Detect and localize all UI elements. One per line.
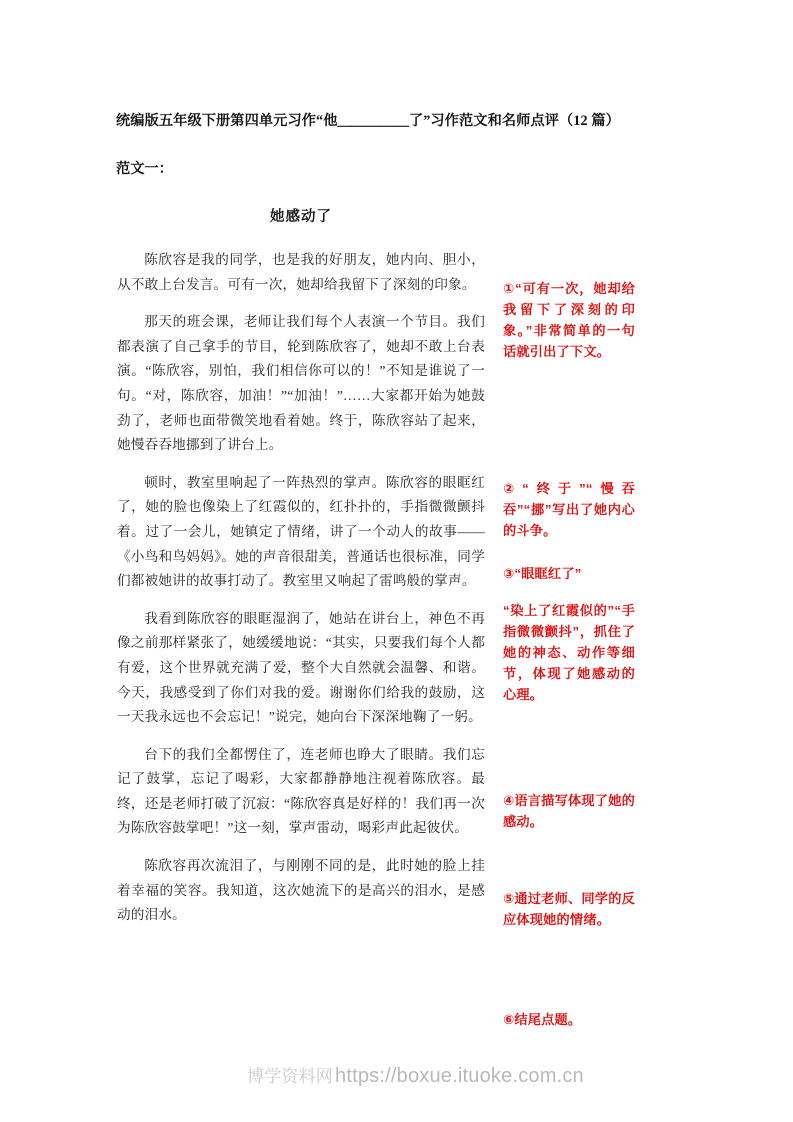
annotation-note-4: ④语言描写体现了她的感动。 [503,793,635,829]
annotation-note-3-head: ③“眼眶红了” [503,566,582,581]
annotation-note-1: ①“可有一次，她却给我留下了深刻的印象。”非常简单的一句话就引出了下文。 [503,281,635,359]
watermark [247,1063,584,1090]
essay-paragraph: 我看到陈欣容的眼眶湿润了，她站在讲台上，神色不再像之前那样紧张了，她缓缓地说：“其实，只要我们每个人都有爱，这个世界就充满了爱，整个大自然就会温馨、和谐。今天，我感受到了你们对我的爱。谢谢你们给我的鼓励，这一天我永远也不会忘记！”说完，她向台下深深地鞠了一躬。 [117,610,485,725]
essay-paragraph: 陈欣容是我的同学，也是我的好朋友，她内向、胆小，从不敢上台发言。可有一次，她却给我留下了深刻的印象。 [117,252,485,292]
essay-paragraph: 顿时，教室里响起了一阵热烈的掌声。陈欣容的眼眶红了，她的脸也像染上了红霞似的，红扑扑的，手指微微颤抖着。过了一会儿，她镇定了情绪，讲了一个动人的故事——《小鸟和鸟妈妈》。她的声音很甜美，普通话也很标准，同学们都被她讲的故事打动了。教室里又响起了雷鸣般的掌声。 [117,474,485,589]
essay-paragraph: 陈欣容再次流泪了，与刚刚不同的是，此时她的脸上挂着幸福的笑容。我知道，这次她流下的是高兴的泪水，是感动的泪水。 [117,858,485,923]
essay-body-column [117,205,485,941]
annotation-note-3-body: “染上了红霞似的”“手指微微颤抖”，抓住了她的神态、动作等细节，体现了她感动的心理。 [503,603,635,702]
annotation-note-5: ⑤通过老师、同学的反应体现她的情绪。 [503,891,635,927]
sample-essay-label: 范文一： [116,161,173,177]
page-title: 统编版五年级下册第四单元习作“他＿＿＿＿＿了”习作范文和名师点评（12 篇） [116,113,620,129]
annotation-note-2: ②“终于”“慢吞吞”“挪”写出了她内心的斗争。 [503,481,635,538]
essay-paragraph: 那天的班会课，老师让我们每个人表演一个节目。我们都表演了自己拿手的节目，轮到陈欣容了，她却不敢上台表演。“陈欣容，别怕，我们相信你可以的！”不知是谁说了一句。“对，陈欣容，加油！”“加油！”……大家都开始为她鼓劲了，老师也面带微笑地看着她。终于，陈欣容站了起来，她慢吞吞地挪到了讲台上。 [117,314,485,453]
watermark-url: https://boxue.ituoke.com.cn [335,1065,584,1087]
annotation-note-6: ⑥结尾点题。 [503,1012,582,1027]
essay-heading: 她感动了 [270,209,332,225]
essay-paragraph: 台下的我们全都愣住了，连老师也睁大了眼睛。我们忘记了鼓掌，忘记了喝彩，大家都静静地注视着陈欣容。最终，还是老师打破了沉寂：“陈欣容真是好样的！我们再一次为陈欣容鼓掌吧！”这一刻，掌声雷动，喝彩声此起彼伏。 [117,746,485,836]
watermark-site-name: 博学资料网 [247,1067,333,1086]
